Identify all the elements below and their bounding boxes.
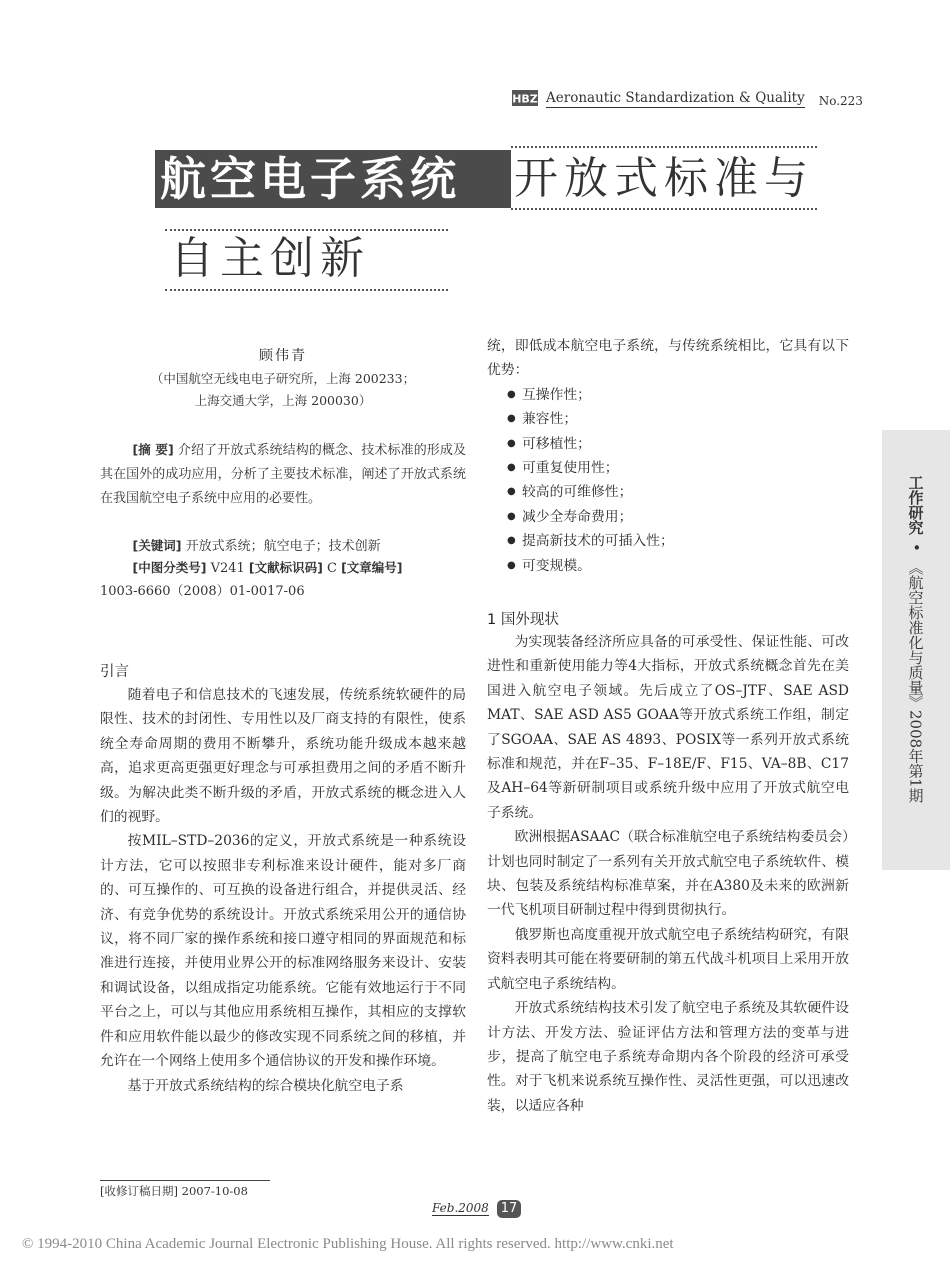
side-tab-journal: 《航空标准化与质量》2008年第1期 xyxy=(906,559,925,803)
intro-paragraph: 基于开放式系统结构的综合模块化航空电子系 xyxy=(127,1077,404,1094)
list-item: ● 可移植性； xyxy=(487,432,849,456)
journal-name: Aeronautic Standardization & Quality xyxy=(546,90,805,106)
keywords-label: [关键词] xyxy=(132,538,182,553)
doc-code-label: [文献标识码] xyxy=(248,560,323,575)
keywords-text: 开放式系统；航空电子；技术创新 xyxy=(185,539,381,554)
advantages-list xyxy=(487,383,849,578)
title-dotted-rule xyxy=(511,146,817,148)
intro-paragraph: 按MIL–STD–2036的定义，开放式系统是一种系统设计方法，它可以按照非专利标准来设计硬件，能对多厂商的、可互操作的、可互换的设备进行组合，并提供灵活、经济、有竞争优势的系统设计。开放式系统采用公开的通信协议，将不同厂家的操作系统和接口遵守相同的界面规范和标准进行连接，并使用业界公开的标准网络服务来设计、安装和调试设备，以组成指定功能系统。它能有效地运行于不同平台之上，可以与其他应用系统相互操作，其相应的支撑软件和应用软件能以最少的修改实现不同系统之间的移植，并允许在一个网络上使用多个通信协议的开发和操作环境。 xyxy=(100,833,466,1070)
doc-code-value: C xyxy=(327,561,337,576)
section-heading-intro: 引言 xyxy=(100,664,129,680)
section-heading-1: 1 国外现状 xyxy=(487,612,559,628)
title-highlight: 航空电子系统 xyxy=(160,152,460,206)
side-tab xyxy=(882,430,950,870)
article-number: 1003-6660（2008）01-0017-06 xyxy=(100,584,305,599)
side-tab-text xyxy=(882,475,950,803)
journal-logo-icon xyxy=(510,88,540,108)
title-dotted-rule xyxy=(165,229,448,231)
side-tab-bullet: • xyxy=(907,543,925,552)
intro-body xyxy=(100,683,466,1098)
footnote-rule xyxy=(100,1180,270,1181)
section1-paragraph: 为实现装备经济所应具备的可承受性、保证性能、可改进性和重新使用能力等4大指标，开放式系统概念首先在美国进入航空电子领域。先后成立了OS–JTF、SAE ASD MAT、SAE ASD AS5 GOAA等开放式系统工作组，制定了SGOAA、SAE AS 4893、POSIX等一系列开放式系统标准和规范，并在F–35、F–18E/F、F15、VA–8B、C17及AH–64等新研制项目或系统升级中应用了开放式航空电子系统。 xyxy=(487,634,849,821)
section1-body xyxy=(487,630,849,1118)
abstract xyxy=(100,438,466,511)
section1-paragraph: 欧洲根据ASAAC（联合标准航空电子系统结构委员会）计划也同时制定了一系列有关开放式航空电子系统软件、模块、包装及系统结构标准草案，并在A380及未来的欧洲新一代飞机项目研制过程中得到贯彻执行。 xyxy=(487,829,849,919)
list-item: ● 较高的可维修性； xyxy=(487,480,849,504)
title-dotted-rule xyxy=(511,208,817,210)
article-no-label: [文章编号] xyxy=(341,560,403,575)
list-item: ● 可变规模。 xyxy=(487,554,849,578)
intro-paragraph: 随着电子和信息技术的飞速发展，传统系统软硬件的局限性、技术的封闭性、专用性以及厂商支持的有限性，使系统全寿命周期的费用不断攀升，系统功能升级成本越来越高，追求更高更强更好理念与可承担费用之间的矛盾不断升级。为解决此类不断升级的矛盾，开放式系统的概念进入人们的视野。 xyxy=(100,687,466,826)
page-date: Feb.2008 xyxy=(432,1201,489,1215)
page-number: 17 xyxy=(497,1200,521,1218)
author: 顾伟青 xyxy=(259,348,307,364)
issue-number: No.223 xyxy=(818,94,863,108)
right-column xyxy=(487,334,849,578)
classification xyxy=(100,556,466,581)
continuation-paragraph: 统，即低成本航空电子系统，与传统系统相比，它具有以下优势： xyxy=(487,338,849,379)
section1-paragraph: 开放式系统结构技术引发了航空电子系统及其软硬件设计方法、开发方法、验证评估方法和管理方法的变革与进步，提高了航空电子系统寿命期内各个阶段的经济可承受性。对于飞机来说系统互操作性、灵活性更强，可以迅速改装，以适应各种 xyxy=(487,1000,849,1114)
list-item: ● 互操作性； xyxy=(487,383,849,407)
list-item: ● 可重复使用性； xyxy=(487,456,849,480)
affiliation-line: 上海交通大学，上海 200030） xyxy=(194,393,372,408)
list-item: ● 兼容性； xyxy=(487,407,849,431)
list-item: ● 减少全寿命费用； xyxy=(487,505,849,529)
abstract-label: [摘 要] xyxy=(132,442,174,457)
clc-label: [中图分类号] xyxy=(132,560,207,575)
svg-text:HBZ: HBZ xyxy=(512,92,538,106)
abstract-text: 介绍了开放式系统结构的概念、技术标准的形成及其在国外的成功应用，分析了主要技术标准，阐述了开放式系统在我国航空电子系统中应用的必要性。 xyxy=(100,443,466,506)
copyright-notice: © 1994-2010 China Academic Journal Electronic Publishing House. All rights reserved. http://www.cnki.net xyxy=(22,1236,674,1252)
section1-paragraph: 俄罗斯也高度重视开放式航空电子系统结构研究，有限资料表明其可能在将要研制的第五代战斗机项目上采用开放式航空电子系统结构。 xyxy=(487,926,849,992)
clc-value: V241 xyxy=(210,561,245,576)
list-item: ● 提高新技术的可插入性； xyxy=(487,529,849,553)
side-tab-section: 工作研究 xyxy=(906,475,925,535)
title-line2: 自主创新 xyxy=(170,233,370,284)
received-date-footnote: [收修订稿日期] 2007-10-08 xyxy=(100,1184,248,1198)
title-dotted-rule xyxy=(165,289,448,291)
affiliation-line: （中国航空无线电电子研究所，上海 200233； xyxy=(150,371,416,386)
title-rest: 开放式标准与 xyxy=(514,153,814,204)
running-header xyxy=(510,86,863,108)
